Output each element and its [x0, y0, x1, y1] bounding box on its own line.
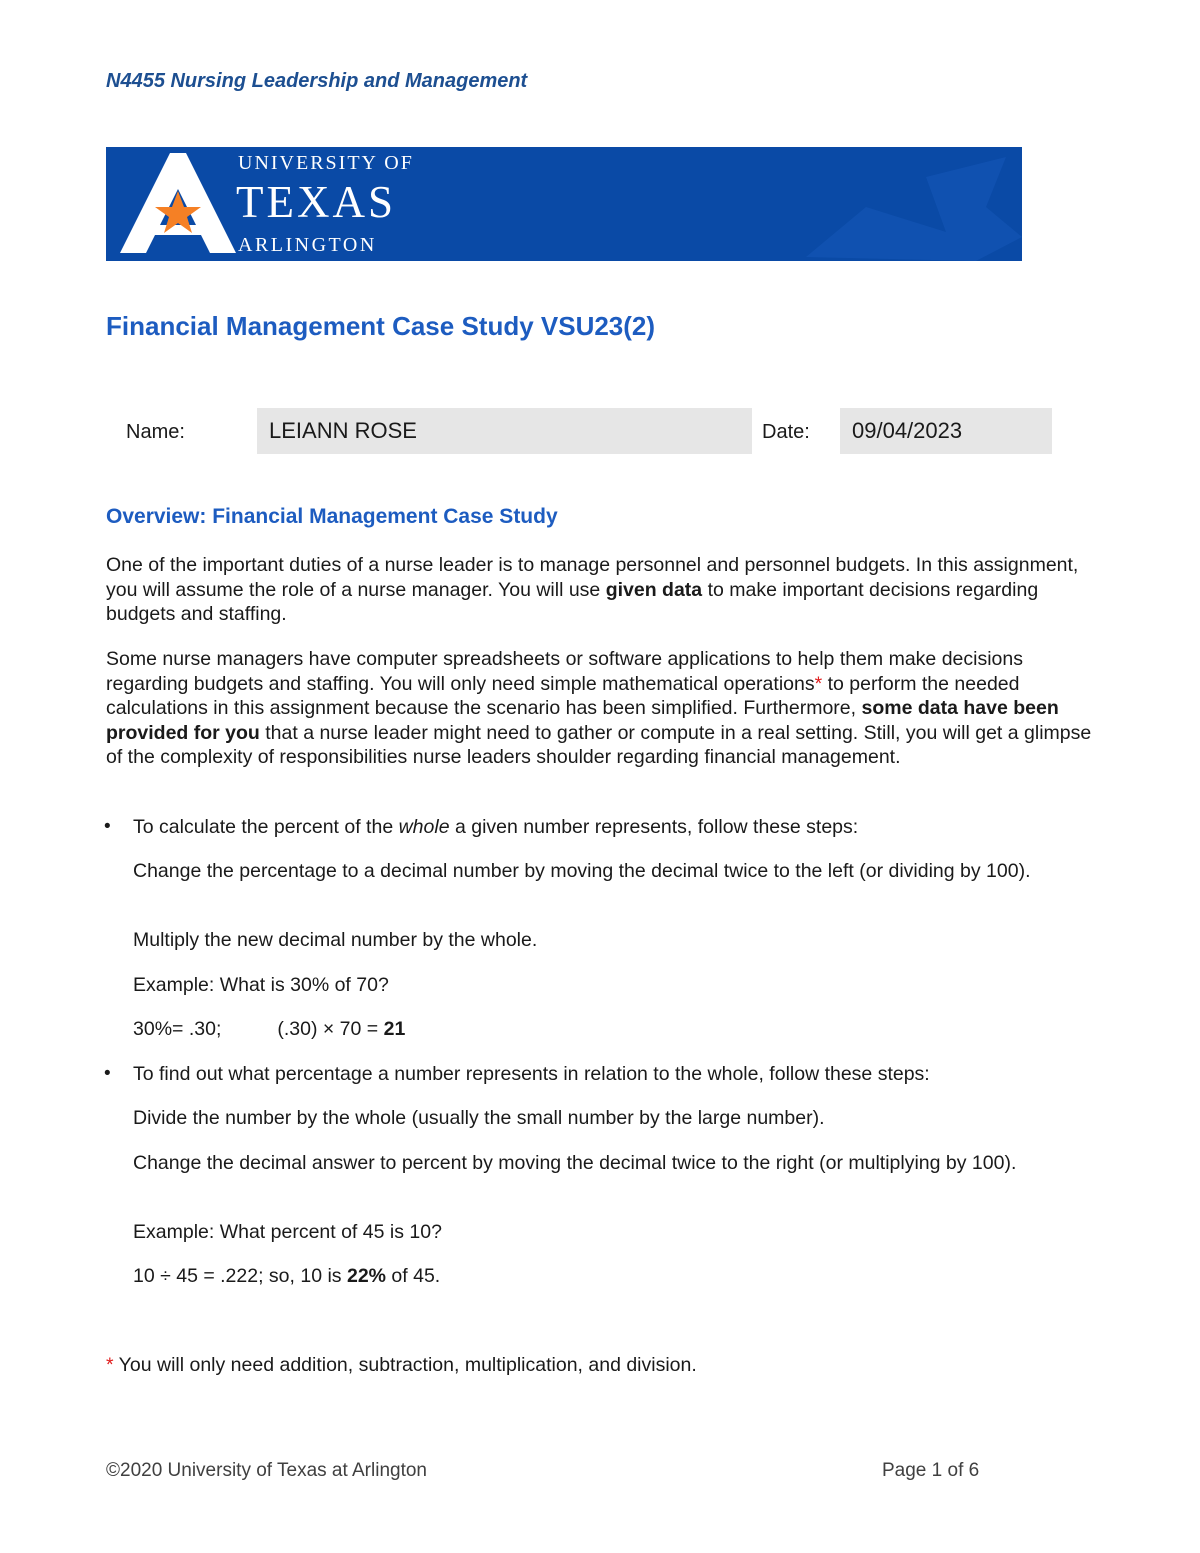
logo-line-university: UNIVERSITY OF — [238, 152, 414, 174]
bullet-2-example: Example: What percent of 45 is 10? — [133, 1221, 442, 1243]
logo-line-texas: TEXAS — [236, 177, 396, 227]
bullet-1-example: Example: What is 30% of 70? — [133, 974, 389, 996]
logo-line-arlington: ARLINGTON — [238, 234, 377, 256]
overview-paragraph-2: Some nurse managers have computer spreadsheets or software applications to help them make decisions regarding budgets and staffing. You will only need simple mathematical operations* to perform the needed calculations in this assignment because the scenario has been simplified. Furthermore, some data have been provided for you that a nurse leader might need to gather or compute in a real setting. Still, you will get a glimpse of the complexity of responsibilities nurse leaders shoulder regarding financial management. — [106, 648, 1092, 768]
bullet-1-step-1: Change the percentage to a decimal number by moving the decimal twice to the left (or dividing by 100). — [133, 860, 1031, 882]
bullet-2-marker: • — [104, 1063, 111, 1084]
footnote: * You will only need addition, subtraction, multiplication, and division. — [106, 1354, 697, 1376]
overview-heading: Overview: Financial Management Case Study — [106, 505, 558, 528]
name-field[interactable]: LEIANN ROSE — [257, 408, 752, 454]
date-label: Date: — [762, 421, 810, 443]
course-header: N4455 Nursing Leadership and Management — [106, 70, 528, 92]
page-title: Financial Management Case Study VSU23(2) — [106, 311, 656, 341]
bullet-1-lead: To calculate the percent of the whole a given number represents, follow these steps: — [133, 816, 859, 838]
bullet-1-marker: • — [104, 816, 111, 837]
bullet-1-calc: 30%= .30; (.30) × 70 = 21 — [133, 1018, 406, 1040]
bullet-2-step-2: Change the decimal answer to percent by moving the decimal twice to the right (or multiplying by 100). — [133, 1152, 1017, 1174]
footer-page-number: Page 1 of 6 — [882, 1460, 980, 1481]
bullet-2-step-1: Divide the number by the whole (usually the small number by the large number). — [133, 1107, 825, 1129]
bullet-2-calc: 10 ÷ 45 = .222; so, 10 is 22% of 45. — [133, 1265, 441, 1287]
footer-copyright: ©2020 University of Texas at Arlington — [106, 1460, 427, 1481]
overview-paragraph-1: One of the important duties of a nurse leader is to manage personnel and personnel budgets. In this assignment, you will assume the role of a nurse manager. You will use given data to make important decisions regarding budgets and staffing. — [106, 554, 1079, 625]
name-label: Name: — [126, 421, 185, 443]
bullet-2-lead: To find out what percentage a number represents in relation to the whole, follow these steps: — [133, 1063, 930, 1085]
bullet-1-step-2: Multiply the new decimal number by the whole. — [133, 929, 538, 951]
date-field[interactable]: 09/04/2023 — [840, 408, 1052, 454]
